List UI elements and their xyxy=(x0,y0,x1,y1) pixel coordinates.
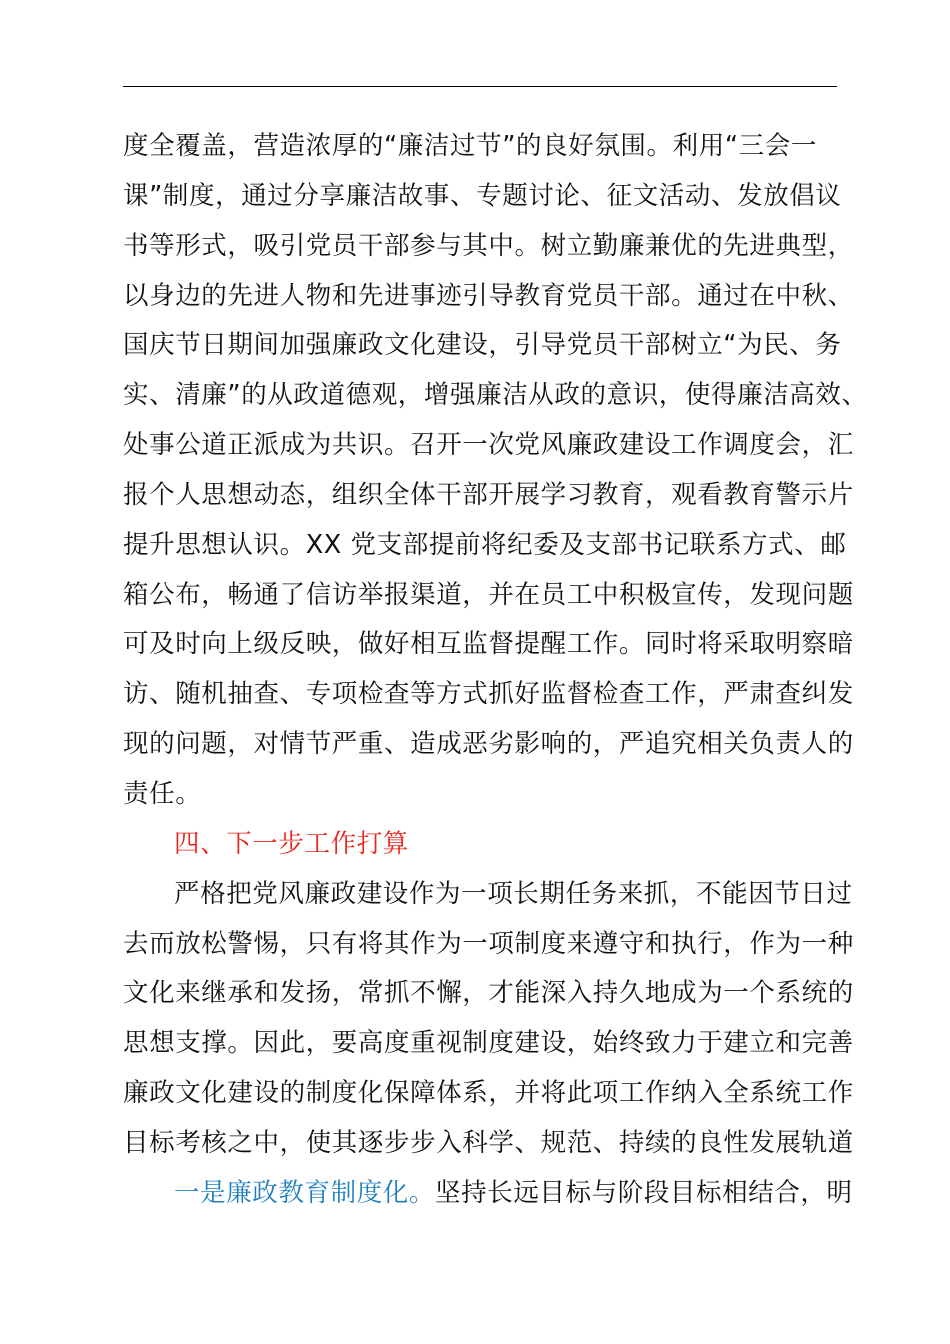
paragraph-line: 思想支撑。因此，要高度重视制度建设，始终致力于建立和完善 xyxy=(123,1028,854,1059)
paragraph-line: 现的问题，对情节严重、造成恶劣影响的，严追究相关负责人的 xyxy=(123,729,854,760)
section-heading: 四、下一步工作打算 xyxy=(174,828,409,859)
paragraph-line: 课”制度，通过分享廉洁故事、专题讨论、征文活动、发放倡议 xyxy=(123,180,842,211)
paragraph-line: 目标考核之中，使其逐步步入科学、规范、持续的良性发展轨道 xyxy=(123,1127,854,1158)
paragraph-line: 国庆节日期间加强廉政文化建设，引导党员干部树立“为民、务 xyxy=(123,330,842,361)
paragraph-line: 去而放松警惕，只有将其作为一项制度来遵守和执行，作为一种 xyxy=(123,928,854,959)
paragraph-line: 报个人思想动态，组织全体干部开展学习教育，观看教育警示片 xyxy=(123,479,854,510)
paragraph-line: 廉政文化建设的制度化保障体系，并将此项工作纳入全系统工作 xyxy=(123,1078,854,1109)
lead-continuation: 坚持长远目标与阶段目标相结合，明 xyxy=(435,1177,853,1208)
paragraph-line: 严格把党风廉政建设作为一项长期任务来抓，不能因节日过 xyxy=(174,878,853,909)
paragraph-line: 责任。 xyxy=(123,778,202,809)
paragraph-line: 实、清廉”的从政道德观，增强廉洁从政的意识，使得廉洁高效、 xyxy=(123,380,868,411)
paragraph-line: 书等形式，吸引党员干部参与其中。树立勤廉兼优的先进典型， xyxy=(123,230,854,261)
paragraph-line: 访、随机抽查、专项检查等方式抓好监督检查工作，严肃查纠发 xyxy=(123,679,854,710)
paragraph-line: 文化来继承和发扬，常抓不懈，才能深入持久地成为一个系统的 xyxy=(123,978,854,1009)
paragraph-line: 可及时向上级反映，做好相互监督提醒工作。同时将采取明察暗 xyxy=(123,629,854,660)
paragraph-line: 箱公布，畅通了信访举报渠道，并在员工中积极宣传，发现问题 xyxy=(123,579,854,610)
paragraph-line: 以身边的先进人物和先进事迹引导教育党员干部。通过在中秋、 xyxy=(123,280,854,311)
paragraph-line: 处事公道正派成为共识。召开一次党风廉政建设工作调度会，汇 xyxy=(123,430,854,461)
paragraph-line: 度全覆盖，营造浓厚的“廉洁过节”的良好氛围。利用“三会一 xyxy=(123,131,817,161)
body-text xyxy=(123,122,868,1219)
header-rule xyxy=(123,86,837,87)
paragraph-line xyxy=(123,1169,853,1219)
lead-phrase: 一是廉政教育制度化。 xyxy=(174,1177,436,1208)
paragraph-line: 提升思想认识。XX 党支部提前将纪委及支部书记联系方式、邮 xyxy=(123,529,847,560)
